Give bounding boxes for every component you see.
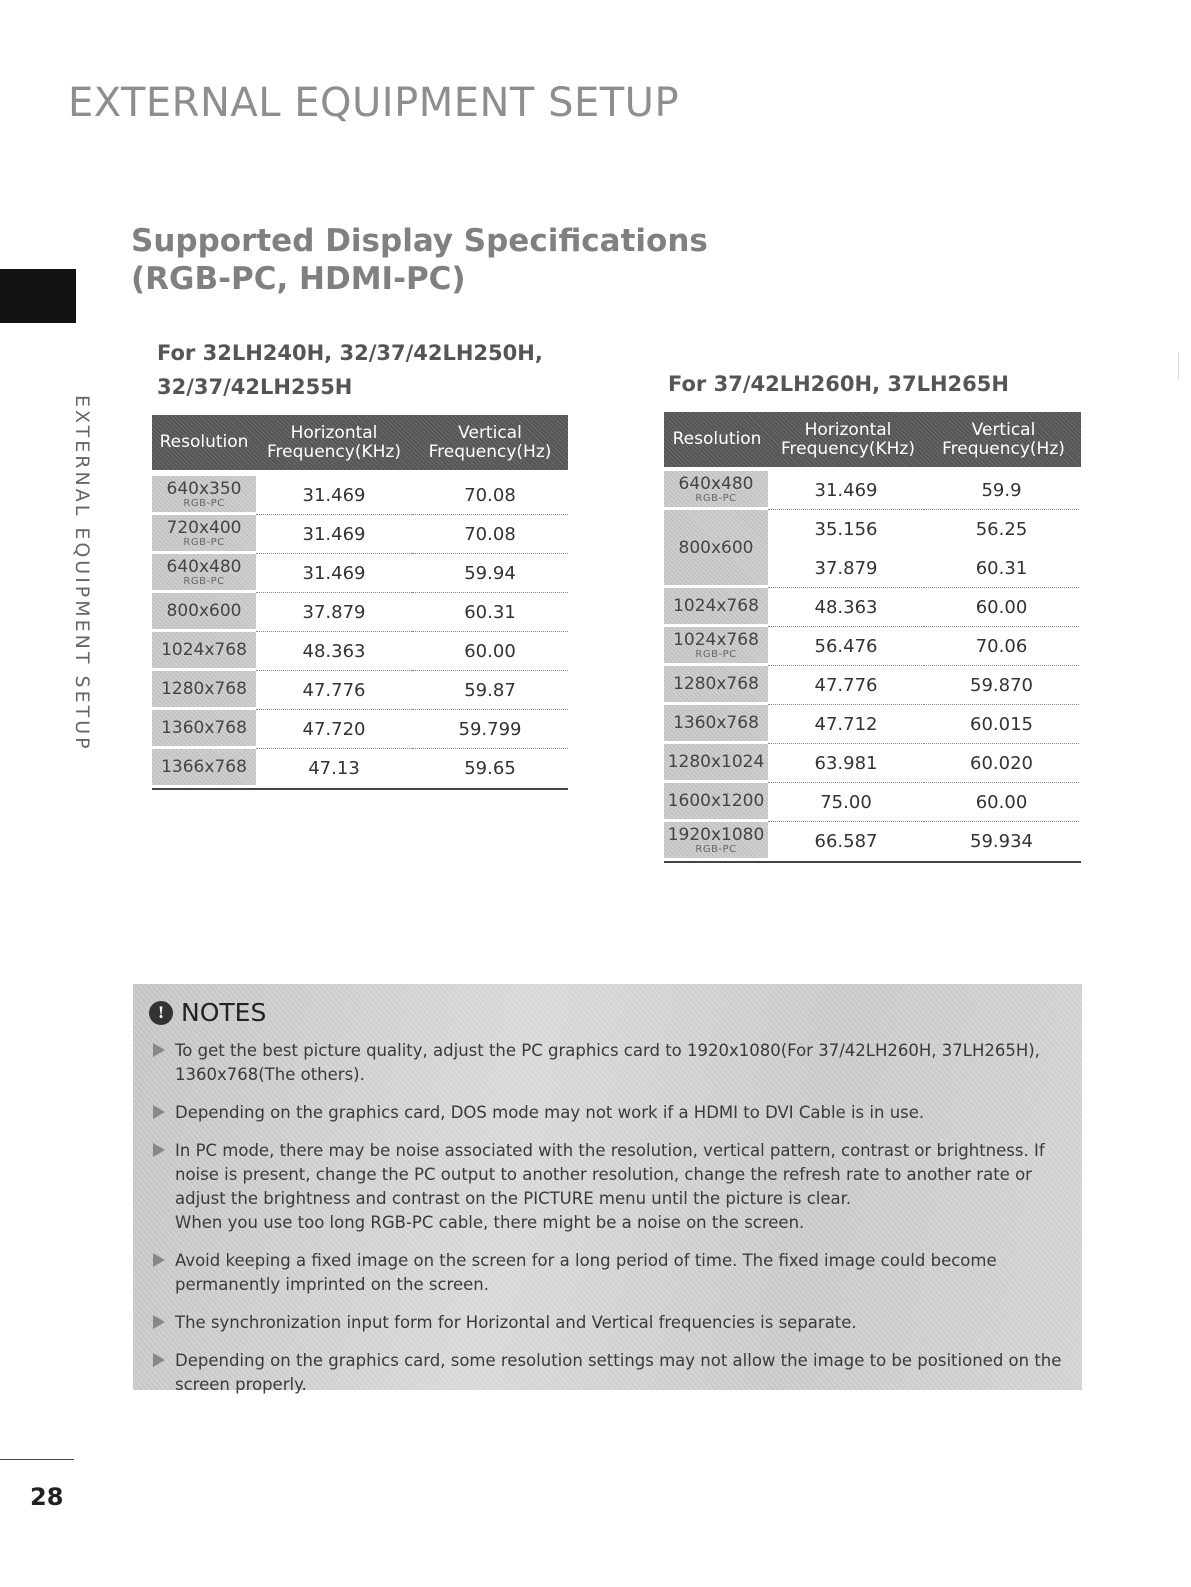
vertical-value: 59.87 <box>412 671 568 710</box>
note-item <box>153 1349 1068 1397</box>
resolution-cell <box>664 744 768 783</box>
resolution-value: 1280x768 <box>673 674 759 694</box>
vertical-value: 59.9 <box>924 471 1079 510</box>
table-row <box>664 822 1081 861</box>
resolution-sub: RGB-PC <box>695 843 737 855</box>
col-vertical <box>412 415 568 470</box>
resolution-value: 1280x1024 <box>667 752 765 772</box>
resolution-value: 640x480 <box>678 473 754 494</box>
col-resolution: Resolution <box>159 432 249 452</box>
section-title <box>131 222 708 298</box>
table-row <box>664 783 1081 822</box>
col-horizontal-line1: Horizontal <box>290 422 378 443</box>
col-vertical-line1: Vertical <box>971 419 1036 440</box>
resolution-cell <box>152 593 256 632</box>
side-tab-marker <box>0 269 76 323</box>
col-horizontal-line1: Horizontal <box>804 419 892 440</box>
notes-list <box>153 1039 1068 1411</box>
resolution-value: 1024x768 <box>673 629 759 650</box>
left-table-heading <box>157 336 543 404</box>
table-row <box>152 671 568 710</box>
table-row <box>152 749 568 788</box>
horizontal-value: 66.587 <box>814 831 878 852</box>
note-text: To get the best picture quality, adjust the PC graphics card to 1920x1080(For 37/42LH260H, 37LH265H), 1360x768(The others). <box>175 1041 1040 1084</box>
resolution-cell <box>152 671 256 710</box>
left-heading-line2: 32/37/42LH255H <box>157 375 353 399</box>
note-item <box>153 1039 1068 1087</box>
horizontal-value: 48.363 <box>768 588 924 627</box>
vertical-value: 60.00 <box>924 588 1079 627</box>
table-row <box>664 744 1081 783</box>
page-header: EXTERNAL EQUIPMENT SETUP <box>68 80 680 126</box>
resolution-cell <box>664 783 768 822</box>
note-item <box>153 1101 1068 1125</box>
resolution-cell <box>152 515 256 554</box>
left-table-header <box>152 415 568 470</box>
resolution-cell <box>664 588 768 627</box>
table-row <box>664 588 1081 627</box>
resolution-value: 1360x768 <box>161 718 247 738</box>
page-footer-rule <box>0 1459 74 1460</box>
notes-box <box>133 984 1082 1394</box>
horizontal-value: 31.469 <box>256 554 412 593</box>
left-heading-line1: For 32LH240H, 32/37/42LH250H, <box>157 341 543 365</box>
table-row <box>152 632 568 671</box>
horizontal-value: 31.469 <box>768 471 924 510</box>
col-vertical-line2: Frequency(Hz) <box>428 441 552 462</box>
info-icon: ! <box>149 1001 173 1025</box>
resolution-cell <box>152 476 256 515</box>
side-section-label: EXTERNAL EQUIPMENT SETUP <box>71 395 93 752</box>
resolution-sub: RGB-PC <box>695 492 737 504</box>
horizontal-value: 56.476 <box>768 627 924 666</box>
resolution-cell <box>152 710 256 749</box>
note-text: Avoid keeping a fixed image on the screen for a long period of time. The fixed image could become permanently imprinted on the screen. <box>175 1251 997 1294</box>
note-item <box>153 1311 1068 1335</box>
col-horizontal-line2: Frequency(KHz) <box>267 441 401 462</box>
vertical-value: 60.020 <box>924 744 1079 783</box>
resolution-value: 1366x768 <box>161 757 247 777</box>
resolution-cell <box>664 471 768 510</box>
col-horizontal <box>770 412 926 467</box>
col-vertical <box>926 412 1081 467</box>
resolution-cell <box>664 627 768 666</box>
vertical-value: 59.934 <box>970 831 1033 852</box>
right-table-body <box>664 467 1081 863</box>
vertical-value: 59.870 <box>924 666 1079 705</box>
merged-values <box>768 510 1079 588</box>
vertical-value: 56.25 <box>975 519 1028 540</box>
table-row <box>768 549 1079 588</box>
horizontal-value: 48.363 <box>256 632 412 671</box>
horizontal-value: 47.712 <box>768 705 924 744</box>
resolution-value: 1920x1080 <box>667 824 765 845</box>
resolution-cell <box>664 510 768 588</box>
note-text: The synchronization input form for Horizontal and Vertical frequencies is separate. <box>175 1313 857 1332</box>
note-text: Depending on the graphics card, some resolution settings may not allow the image to be positioned on the screen properly. <box>175 1351 1062 1394</box>
horizontal-value: 63.981 <box>768 744 924 783</box>
horizontal-value: 37.879 <box>768 549 924 588</box>
horizontal-value: 31.469 <box>256 515 412 554</box>
resolution-value: 640x350 <box>166 478 242 499</box>
vertical-value: 59.94 <box>412 554 568 593</box>
resolution-value: 1360x768 <box>673 713 759 733</box>
col-vertical-line1: Vertical <box>458 422 522 443</box>
horizontal-value: 47.776 <box>256 671 412 710</box>
resolution-sub: RGB-PC <box>183 536 225 548</box>
vertical-value: 59.799 <box>412 710 568 749</box>
horizontal-value: 47.13 <box>308 758 360 779</box>
left-spec-table <box>152 415 568 790</box>
resolution-value: 720x400 <box>166 517 242 538</box>
vertical-value: 59.65 <box>464 758 516 779</box>
right-table-header <box>664 412 1081 467</box>
note-text: Depending on the graphics card, DOS mode may not work if a HDMI to DVI Cable is in use. <box>175 1103 925 1122</box>
table-row <box>768 510 1079 549</box>
resolution-value: 1600x1200 <box>667 791 765 811</box>
resolution-value: 640x480 <box>166 556 242 577</box>
page-number: 28 <box>30 1483 64 1511</box>
table-row <box>664 705 1081 744</box>
col-resolution: Resolution <box>672 429 762 449</box>
notes-title <box>149 998 266 1027</box>
resolution-cell <box>152 554 256 593</box>
vertical-value: 70.08 <box>412 515 568 554</box>
note-item <box>153 1249 1068 1297</box>
vertical-value: 70.06 <box>924 627 1079 666</box>
note-text: In PC mode, there may be noise associated with the resolution, vertical pattern, contrast or brightness. If noise is present, change the PC output to another resolution, change the refresh rate to another rate or adjust the brightness and contrast on the PICTURE menu until the picture is clear. <box>175 1141 1045 1208</box>
table-row <box>152 710 568 749</box>
edge-mark <box>1178 352 1179 380</box>
resolution-value: 1024x768 <box>161 640 247 660</box>
horizontal-value: 37.879 <box>256 593 412 632</box>
table-row <box>664 471 1081 510</box>
right-spec-table <box>664 412 1081 863</box>
vertical-value: 60.015 <box>924 705 1079 744</box>
section-title-line2: (RGB-PC, HDMI-PC) <box>131 261 466 297</box>
section-title-line1: Supported Display Specifications <box>131 223 708 259</box>
left-table-body <box>152 470 568 790</box>
notes-title-text: NOTES <box>181 998 267 1027</box>
table-row <box>664 627 1081 666</box>
vertical-value: 60.00 <box>924 783 1079 822</box>
resolution-cell <box>664 705 768 744</box>
resolution-cell <box>664 822 768 861</box>
note-item <box>153 1139 1068 1211</box>
resolution-cell <box>664 666 768 705</box>
resolution-value: 800x600 <box>166 601 242 621</box>
table-row <box>152 593 568 632</box>
resolution-sub: RGB-PC <box>695 648 737 660</box>
resolution-cell <box>152 749 256 788</box>
vertical-value: 70.08 <box>412 476 568 515</box>
vertical-value: 60.31 <box>412 593 568 632</box>
col-vertical-line2: Frequency(Hz) <box>942 438 1065 459</box>
note-extra-line: When you use too long RGB-PC cable, there might be a noise on the screen. <box>175 1213 805 1232</box>
arrow-bullet-icon <box>153 1105 165 1119</box>
arrow-bullet-icon <box>153 1353 165 1367</box>
horizontal-value: 47.720 <box>256 710 412 749</box>
table-row <box>664 666 1081 705</box>
vertical-value: 60.00 <box>412 632 568 671</box>
horizontal-value: 75.00 <box>768 783 924 822</box>
col-horizontal-line2: Frequency(KHz) <box>781 438 915 459</box>
resolution-sub: RGB-PC <box>183 575 225 587</box>
arrow-bullet-icon <box>153 1143 165 1157</box>
resolution-cell <box>152 632 256 671</box>
arrow-bullet-icon <box>153 1043 165 1057</box>
col-horizontal <box>256 415 412 470</box>
merged-row-group <box>664 510 1081 588</box>
vertical-value: 60.31 <box>924 549 1079 588</box>
resolution-value: 1024x768 <box>673 596 759 616</box>
resolution-value: 1280x768 <box>161 679 247 699</box>
table-row <box>152 554 568 593</box>
horizontal-value: 47.776 <box>768 666 924 705</box>
arrow-bullet-icon <box>153 1315 165 1329</box>
table-row <box>152 476 568 515</box>
horizontal-value: 35.156 <box>814 519 878 540</box>
table-row <box>152 515 568 554</box>
right-table-heading: For 37/42LH260H, 37LH265H <box>668 372 1009 396</box>
horizontal-value: 31.469 <box>256 476 412 515</box>
arrow-bullet-icon <box>153 1253 165 1267</box>
resolution-value: 800x600 <box>678 537 754 558</box>
resolution-sub: RGB-PC <box>183 497 225 509</box>
